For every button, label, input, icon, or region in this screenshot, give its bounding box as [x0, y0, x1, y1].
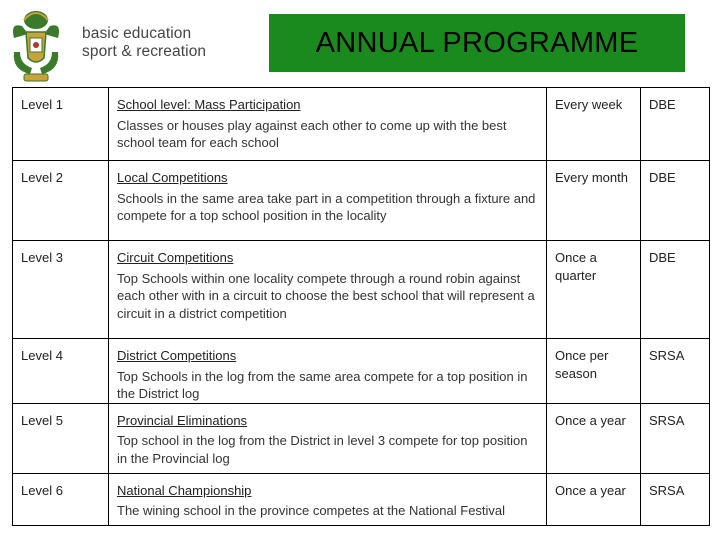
- frequency-cell: Once per season: [547, 339, 641, 404]
- organiser-cell: DBE: [641, 161, 710, 241]
- event-title: National Championship: [117, 482, 252, 498]
- frequency-cell: Once a year: [547, 403, 641, 473]
- organiser-cell: DBE: [641, 241, 710, 339]
- event-description: The wining school in the province competes at the National Festival: [117, 503, 506, 518]
- organiser-cell: SRSA: [641, 473, 710, 525]
- event-title: School level: Mass Participation: [117, 97, 301, 112]
- page-title: ANNUAL PROGRAMME: [269, 14, 685, 72]
- level-cell: Level 2: [13, 161, 109, 241]
- event-cell: [109, 161, 547, 241]
- event-title: Provincial Eliminations: [117, 412, 248, 428]
- event-description: Top school in the log from the District in level 3 compete for top position in the Provincial log: [117, 433, 528, 466]
- brand-line-1: basic education: [82, 25, 192, 42]
- table-row: [13, 473, 710, 525]
- header: [0, 0, 720, 88]
- table-row: [13, 403, 710, 473]
- event-title: Circuit Competitions: [117, 250, 234, 265]
- programme-table-body: [13, 88, 710, 526]
- brand-line-2: sport & recreation: [82, 43, 207, 60]
- event-description: Top Schools within one locality compete through a round robin against each other with in a circuit to choose the best school that will represent a circuit in a district competition: [117, 270, 535, 321]
- table-row: [13, 88, 710, 161]
- frequency-cell: Every week: [547, 88, 641, 161]
- event-description: Classes or houses play against each other to come up with the best school team for each school: [117, 117, 507, 150]
- event-title: District Competitions: [117, 348, 237, 363]
- level-cell: Level 3: [13, 241, 109, 339]
- event-cell: [109, 473, 547, 525]
- coat-of-arms-logo: [8, 8, 64, 84]
- organiser-cell: SRSA: [641, 339, 710, 404]
- frequency-cell: Every month: [547, 161, 641, 241]
- level-cell: Level 4: [13, 339, 109, 404]
- event-title: Local Competitions: [117, 170, 228, 185]
- event-cell: [109, 339, 547, 404]
- table-row: [13, 339, 710, 404]
- event-description: Top Schools in the log from the same area compete for a top position in the District log: [117, 368, 528, 401]
- department-name: [82, 25, 206, 61]
- event-cell: [109, 403, 547, 473]
- frequency-cell: Once a quarter: [547, 241, 641, 339]
- frequency-cell: Once a year: [547, 473, 641, 525]
- programme-table: [12, 87, 710, 526]
- level-cell: Level 6: [13, 473, 109, 525]
- event-cell: [109, 241, 547, 339]
- event-cell: [109, 88, 547, 161]
- organiser-cell: SRSA: [641, 403, 710, 473]
- event-description: Schools in the same area take part in a competition through a fixture and compete for a top school position in the locality: [117, 190, 536, 223]
- table-row: [13, 161, 710, 241]
- level-cell: Level 1: [13, 88, 109, 161]
- organiser-cell: DBE: [641, 88, 710, 161]
- table-row: [13, 241, 710, 339]
- level-cell: Level 5: [13, 403, 109, 473]
